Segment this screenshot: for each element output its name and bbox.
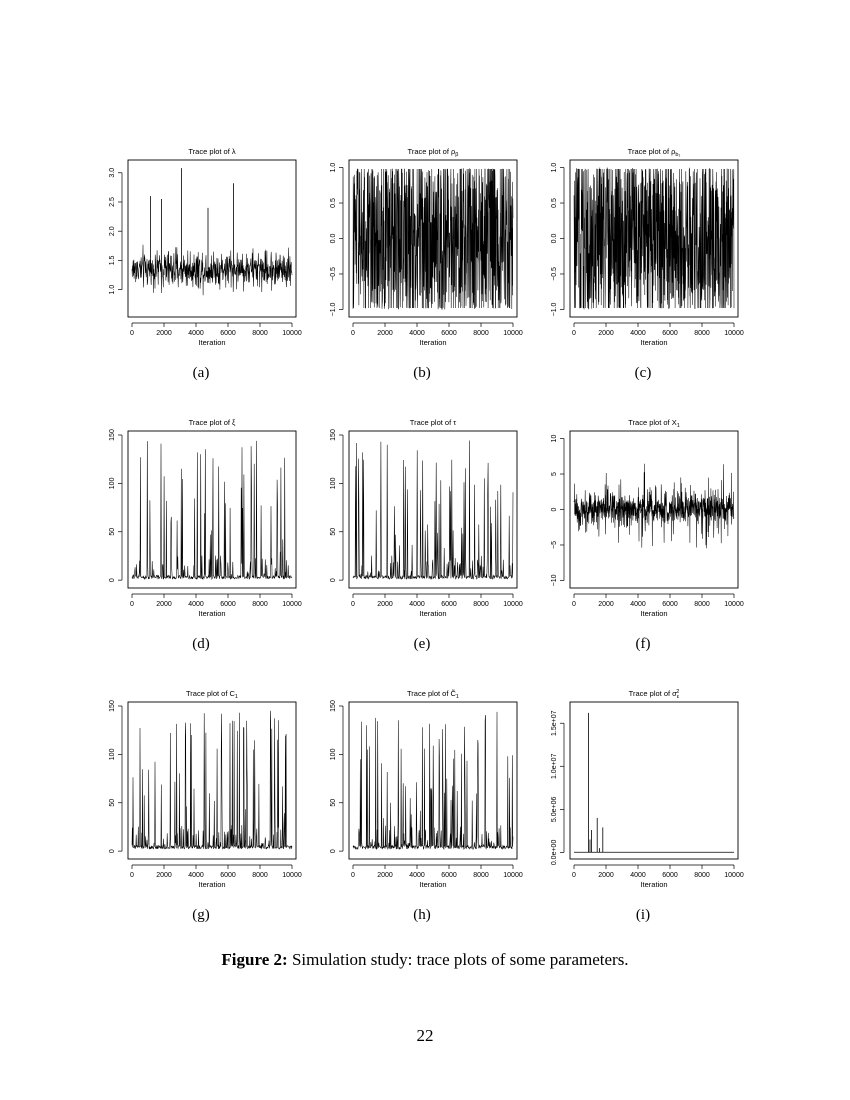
- y-tick-label-b: 0.0: [330, 233, 337, 244]
- x-tick-label-i: 2000: [598, 872, 614, 879]
- x-tick-label-i: 6000: [662, 872, 678, 879]
- x-tick-label-d: 10000: [282, 601, 302, 608]
- chart-title-h: Trace plot of $C̃_1$: [407, 689, 459, 700]
- panel-label-i: (i): [635, 907, 651, 923]
- caption-text: Simulation study: trace plots of some parameters.: [291, 950, 629, 969]
- y-tick-label-d: 150: [109, 429, 116, 441]
- chart-c: [551, 147, 744, 347]
- chart-h: [330, 689, 523, 889]
- x-tick-label-f: 10000: [724, 601, 744, 608]
- chart-a: [109, 147, 302, 347]
- x-tick-label-b: 6000: [441, 330, 457, 337]
- x-axis-title-e: Iteration: [419, 609, 447, 618]
- chart-title-g: Trace plot of $C_1$: [186, 689, 238, 700]
- x-tick-label-c: 4000: [630, 330, 646, 337]
- plot-frame-a: [128, 160, 296, 317]
- x-tick-label-i: 0: [572, 872, 576, 879]
- y-tick-label-e: 0: [330, 578, 337, 583]
- x-tick-label-b: 2000: [377, 330, 393, 337]
- y-tick-label-g: 0: [109, 849, 116, 854]
- x-axis-title-f: Iteration: [640, 609, 668, 618]
- y-tick-label-d: 50: [109, 527, 116, 536]
- y-tick-label-b: −1.0: [330, 302, 337, 317]
- x-tick-label-b: 10000: [503, 330, 523, 337]
- caption-label: Figure 2:: [221, 950, 288, 969]
- x-tick-label-e: 0: [351, 601, 355, 608]
- chart-title-i: Trace plot of $\sigma_\varepsilon 2$: [628, 689, 680, 700]
- chart-b: [330, 147, 523, 347]
- trace-line-a: [132, 245, 292, 296]
- trace-line-f: [574, 464, 734, 548]
- x-tick-label-g: 0: [130, 872, 134, 879]
- chart-title-a: Trace plot of λ: [188, 147, 236, 156]
- chart-title-b: Trace plot of $\rho_\beta$: [407, 147, 459, 158]
- panel-label-a: (a): [192, 365, 210, 381]
- y-tick-label-h: 0: [330, 849, 337, 854]
- x-tick-label-h: 10000: [503, 872, 523, 879]
- y-tick-label-c: 0.5: [551, 198, 558, 208]
- y-tick-label-i: 5.0e+06: [551, 796, 558, 823]
- x-tick-label-g: 4000: [188, 872, 204, 879]
- panel-label-c: (c): [634, 365, 652, 381]
- x-axis-title-i: Iteration: [640, 880, 668, 889]
- x-tick-label-a: 4000: [188, 330, 204, 337]
- x-tick-label-b: 8000: [473, 330, 489, 337]
- x-tick-label-c: 10000: [724, 330, 744, 337]
- y-tick-label-e: 150: [330, 429, 337, 441]
- panel-label-d: (d): [192, 636, 210, 652]
- x-tick-label-g: 8000: [252, 872, 268, 879]
- y-tick-label-g: 150: [109, 700, 116, 712]
- y-tick-label-f: 10: [551, 434, 558, 443]
- y-tick-label-i: 1.0e+07: [551, 753, 558, 780]
- y-tick-label-h: 150: [330, 700, 337, 712]
- y-tick-label-e: 50: [330, 527, 337, 536]
- y-tick-label-f: −10: [551, 574, 558, 587]
- x-axis-title-c: Iteration: [640, 338, 668, 347]
- y-tick-label-c: 0.0: [551, 233, 558, 244]
- y-tick-label-f: 0: [551, 507, 558, 512]
- chart-f: [551, 418, 744, 618]
- y-tick-label-e: 100: [330, 477, 337, 490]
- y-tick-label-i: 0.0e+00: [551, 839, 558, 866]
- x-tick-label-e: 2000: [377, 601, 393, 608]
- x-tick-label-d: 0: [130, 601, 134, 608]
- panel-label-f: (f): [635, 636, 651, 652]
- y-tick-label-f: 5: [551, 472, 558, 476]
- y-tick-label-b: 1.0: [330, 162, 337, 173]
- chart-title-f: Trace plot of $X_1$: [628, 418, 680, 429]
- x-tick-label-i: 10000: [724, 872, 744, 879]
- y-tick-label-a: 3.0: [109, 167, 116, 178]
- y-tick-label-f: −5: [551, 540, 558, 549]
- y-tick-label-d: 100: [109, 477, 116, 490]
- x-tick-label-g: 2000: [156, 872, 172, 879]
- x-tick-label-h: 2000: [377, 872, 393, 879]
- panel-label-b: (b): [413, 365, 431, 381]
- trace-line-h: [353, 712, 513, 849]
- x-tick-label-a: 6000: [220, 330, 236, 337]
- y-tick-label-a: 2.5: [109, 197, 116, 207]
- x-tick-label-d: 2000: [156, 601, 172, 608]
- x-tick-label-f: 4000: [630, 601, 646, 608]
- x-axis-title-g: Iteration: [198, 880, 226, 889]
- trace-line-c: [574, 168, 734, 310]
- panel-label-e: (e): [413, 636, 431, 652]
- y-tick-label-a: 1.0: [109, 284, 116, 295]
- x-tick-label-h: 0: [351, 872, 355, 879]
- x-tick-label-f: 6000: [662, 601, 678, 608]
- y-tick-label-i: 1.5e+07: [551, 710, 558, 736]
- chart-title-e: Trace plot of τ: [409, 418, 457, 427]
- x-tick-label-i: 8000: [694, 872, 710, 879]
- y-tick-label-g: 50: [109, 798, 116, 807]
- trace-line-b: [353, 168, 513, 309]
- y-tick-label-a: 2.0: [109, 226, 116, 237]
- x-tick-label-f: 2000: [598, 601, 614, 608]
- x-tick-label-a: 10000: [282, 330, 302, 337]
- x-tick-label-d: 8000: [252, 601, 268, 608]
- x-tick-label-c: 0: [572, 330, 576, 337]
- x-tick-label-h: 6000: [441, 872, 457, 879]
- figure-caption: [0, 950, 850, 970]
- y-tick-label-a: 1.5: [109, 255, 116, 266]
- x-tick-label-e: 6000: [441, 601, 457, 608]
- y-tick-label-b: 0.5: [330, 198, 337, 208]
- x-tick-label-b: 4000: [409, 330, 425, 337]
- x-axis-title-a: Iteration: [198, 338, 226, 347]
- plot-frame-i: [570, 702, 738, 859]
- panel-label-h: (h): [413, 907, 431, 923]
- x-tick-label-e: 10000: [503, 601, 523, 608]
- y-tick-label-h: 100: [330, 748, 337, 761]
- x-tick-label-e: 8000: [473, 601, 489, 608]
- trace-line-e: [353, 441, 513, 580]
- x-tick-label-f: 0: [572, 601, 576, 608]
- trace-line-g: [132, 711, 292, 849]
- x-tick-label-a: 0: [130, 330, 134, 337]
- x-tick-label-h: 8000: [473, 872, 489, 879]
- y-tick-label-g: 100: [109, 748, 116, 761]
- chart-title-c: Trace plot of $\rho_{b_1}$: [627, 147, 681, 158]
- x-tick-label-e: 4000: [409, 601, 425, 608]
- x-tick-label-d: 6000: [220, 601, 236, 608]
- x-tick-label-i: 4000: [630, 872, 646, 879]
- y-tick-label-b: −0.5: [330, 267, 337, 281]
- panel-label-g: (g): [192, 907, 210, 923]
- y-tick-label-c: 1.0: [551, 162, 558, 173]
- page-number: 22: [416, 1026, 434, 1045]
- x-tick-label-f: 8000: [694, 601, 710, 608]
- x-tick-label-g: 10000: [282, 872, 302, 879]
- x-tick-label-c: 6000: [662, 330, 678, 337]
- y-tick-label-c: −1.0: [551, 302, 558, 317]
- x-tick-label-a: 2000: [156, 330, 172, 337]
- chart-i: [551, 689, 744, 889]
- y-tick-label-h: 50: [330, 798, 337, 807]
- x-tick-label-a: 8000: [252, 330, 268, 337]
- x-axis-title-b: Iteration: [419, 338, 447, 347]
- chart-title-d: Trace plot of ξ: [188, 418, 236, 427]
- x-tick-label-b: 0: [351, 330, 355, 337]
- x-tick-label-c: 2000: [598, 330, 614, 337]
- x-tick-label-g: 6000: [220, 872, 236, 879]
- y-tick-label-c: −0.5: [551, 267, 558, 281]
- y-tick-label-d: 0: [109, 578, 116, 583]
- x-tick-label-c: 8000: [694, 330, 710, 337]
- chart-e: [330, 418, 523, 618]
- chart-d: [109, 418, 302, 618]
- chart-g: [109, 689, 302, 889]
- x-axis-title-d: Iteration: [198, 609, 226, 618]
- trace-line-d: [132, 441, 292, 579]
- x-axis-title-h: Iteration: [419, 880, 447, 889]
- x-tick-label-h: 4000: [409, 872, 425, 879]
- x-tick-label-d: 4000: [188, 601, 204, 608]
